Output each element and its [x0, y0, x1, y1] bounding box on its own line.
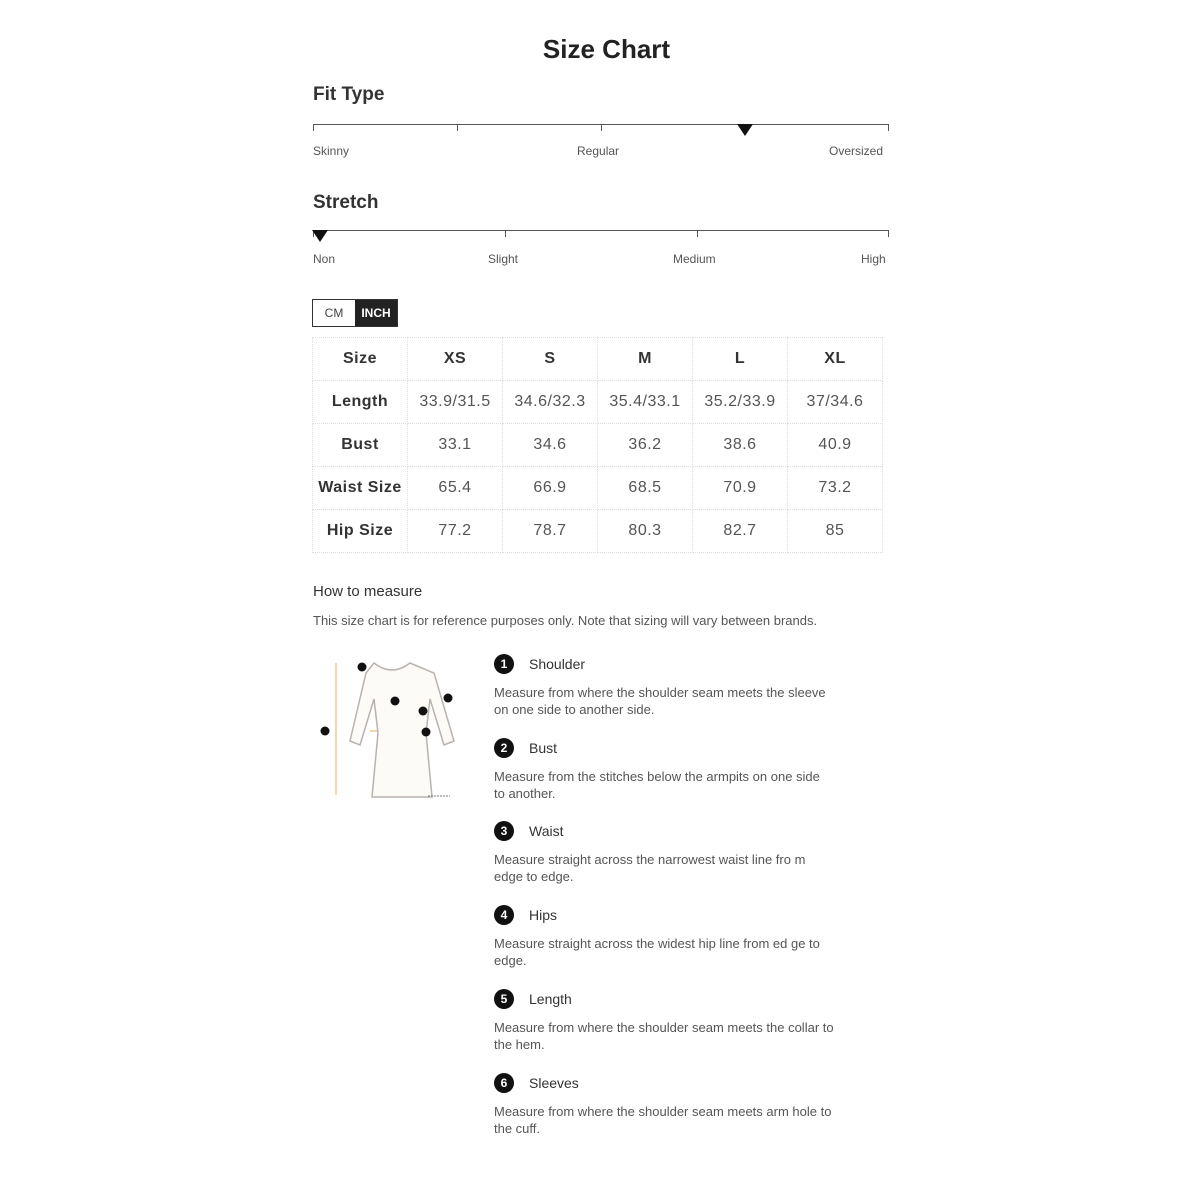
table-cell: 34.6 [503, 424, 598, 467]
fit-type-marker [737, 124, 753, 136]
table-cell: 34.6/32.3 [503, 381, 598, 424]
row-label-bust: Bust [313, 424, 408, 467]
step-number-badge: 4 [494, 905, 514, 925]
table-cell: 68.5 [598, 467, 693, 510]
row-label-length: Length [313, 381, 408, 424]
unit-toggle [312, 299, 398, 327]
size-table-header [313, 338, 883, 381]
table-row [313, 510, 883, 553]
table-cell: 35.2/33.9 [693, 381, 788, 424]
step-name: Length [529, 991, 572, 1007]
step-number-badge: 1 [494, 654, 514, 674]
stretch-label-medium: Medium [673, 252, 716, 266]
table-cell: 78.7 [503, 510, 598, 553]
table-cell: 65.4 [408, 467, 503, 510]
table-row [313, 424, 883, 467]
size-table [312, 337, 883, 553]
header-s: S [503, 338, 598, 381]
fit-type-label-skinny: Skinny [313, 144, 350, 158]
row-label-hip: Hip Size [313, 510, 408, 553]
table-cell: 73.2 [788, 467, 883, 510]
step-number-badge: 3 [494, 821, 514, 841]
step-description: Measure from the stitches below the armpits on one side to another. [494, 769, 820, 801]
step-description: Measure from where the shoulder seam meets the sleeve on one side to another side. [494, 685, 826, 717]
table-cell: 33.9/31.5 [408, 381, 503, 424]
table-cell: 33.1 [408, 424, 503, 467]
table-row [313, 381, 883, 424]
step-name: Bust [529, 740, 558, 756]
stretch-scale [313, 230, 889, 240]
step-name: Sleeves [529, 1075, 579, 1091]
fit-type-title: Fit Type [313, 84, 385, 105]
stretch-label-non: Non [313, 252, 336, 266]
stretch-title: Stretch [313, 192, 379, 213]
header-xl: XL [788, 338, 883, 381]
table-cell: 80.3 [598, 510, 693, 553]
header-xs: XS [408, 338, 503, 381]
how-to-measure-title: How to measure [313, 583, 423, 600]
step-description: Measure from where the shoulder seam meets the collar to the hem. [494, 1020, 834, 1052]
table-cell: 77.2 [408, 510, 503, 553]
table-cell: 37/34.6 [788, 381, 883, 424]
table-cell: 82.7 [693, 510, 788, 553]
table-cell: 40.9 [788, 424, 883, 467]
stretch-label-high: High [861, 252, 886, 266]
step-name: Waist [529, 823, 564, 839]
step-number-badge: 2 [494, 738, 514, 758]
header-size: Size [313, 338, 408, 381]
unit-inch-button[interactable]: INCH [355, 300, 397, 326]
table-row [313, 467, 883, 510]
step-number-badge: 5 [494, 989, 514, 1009]
fit-type-label-oversized: Oversized [829, 144, 884, 158]
step-description: Measure from where the shoulder seam meets arm hole to the cuff. [494, 1104, 832, 1136]
table-cell: 38.6 [693, 424, 788, 467]
unit-cm-button[interactable]: CM [313, 300, 355, 326]
fit-type-label-regular: Regular [577, 144, 620, 158]
page-title: Size Chart [542, 34, 671, 64]
step-number-badge: 6 [494, 1073, 514, 1093]
row-label-waist: Waist Size [313, 467, 408, 510]
stretch-label-slight: Slight [488, 252, 519, 266]
how-to-measure-note: This size chart is for reference purposes only. Note that sizing will vary between brands. [313, 613, 818, 628]
table-cell: 66.9 [503, 467, 598, 510]
step-name: Hips [529, 907, 558, 923]
header-m: M [598, 338, 693, 381]
table-cell: 70.9 [693, 467, 788, 510]
step-name: Shoulder [529, 656, 586, 672]
fit-type-scale [313, 124, 889, 134]
table-cell: 35.4/33.1 [598, 381, 693, 424]
table-cell: 36.2 [598, 424, 693, 467]
step-description: Measure straight across the narrowest waist line fro m edge to edge. [494, 852, 806, 884]
stretch-marker [312, 230, 328, 242]
step-description: Measure straight across the widest hip line from ed ge to edge. [494, 936, 820, 968]
dress-measurement-illustration [312, 655, 462, 805]
header-l: L [693, 338, 788, 381]
table-cell: 85 [788, 510, 883, 553]
